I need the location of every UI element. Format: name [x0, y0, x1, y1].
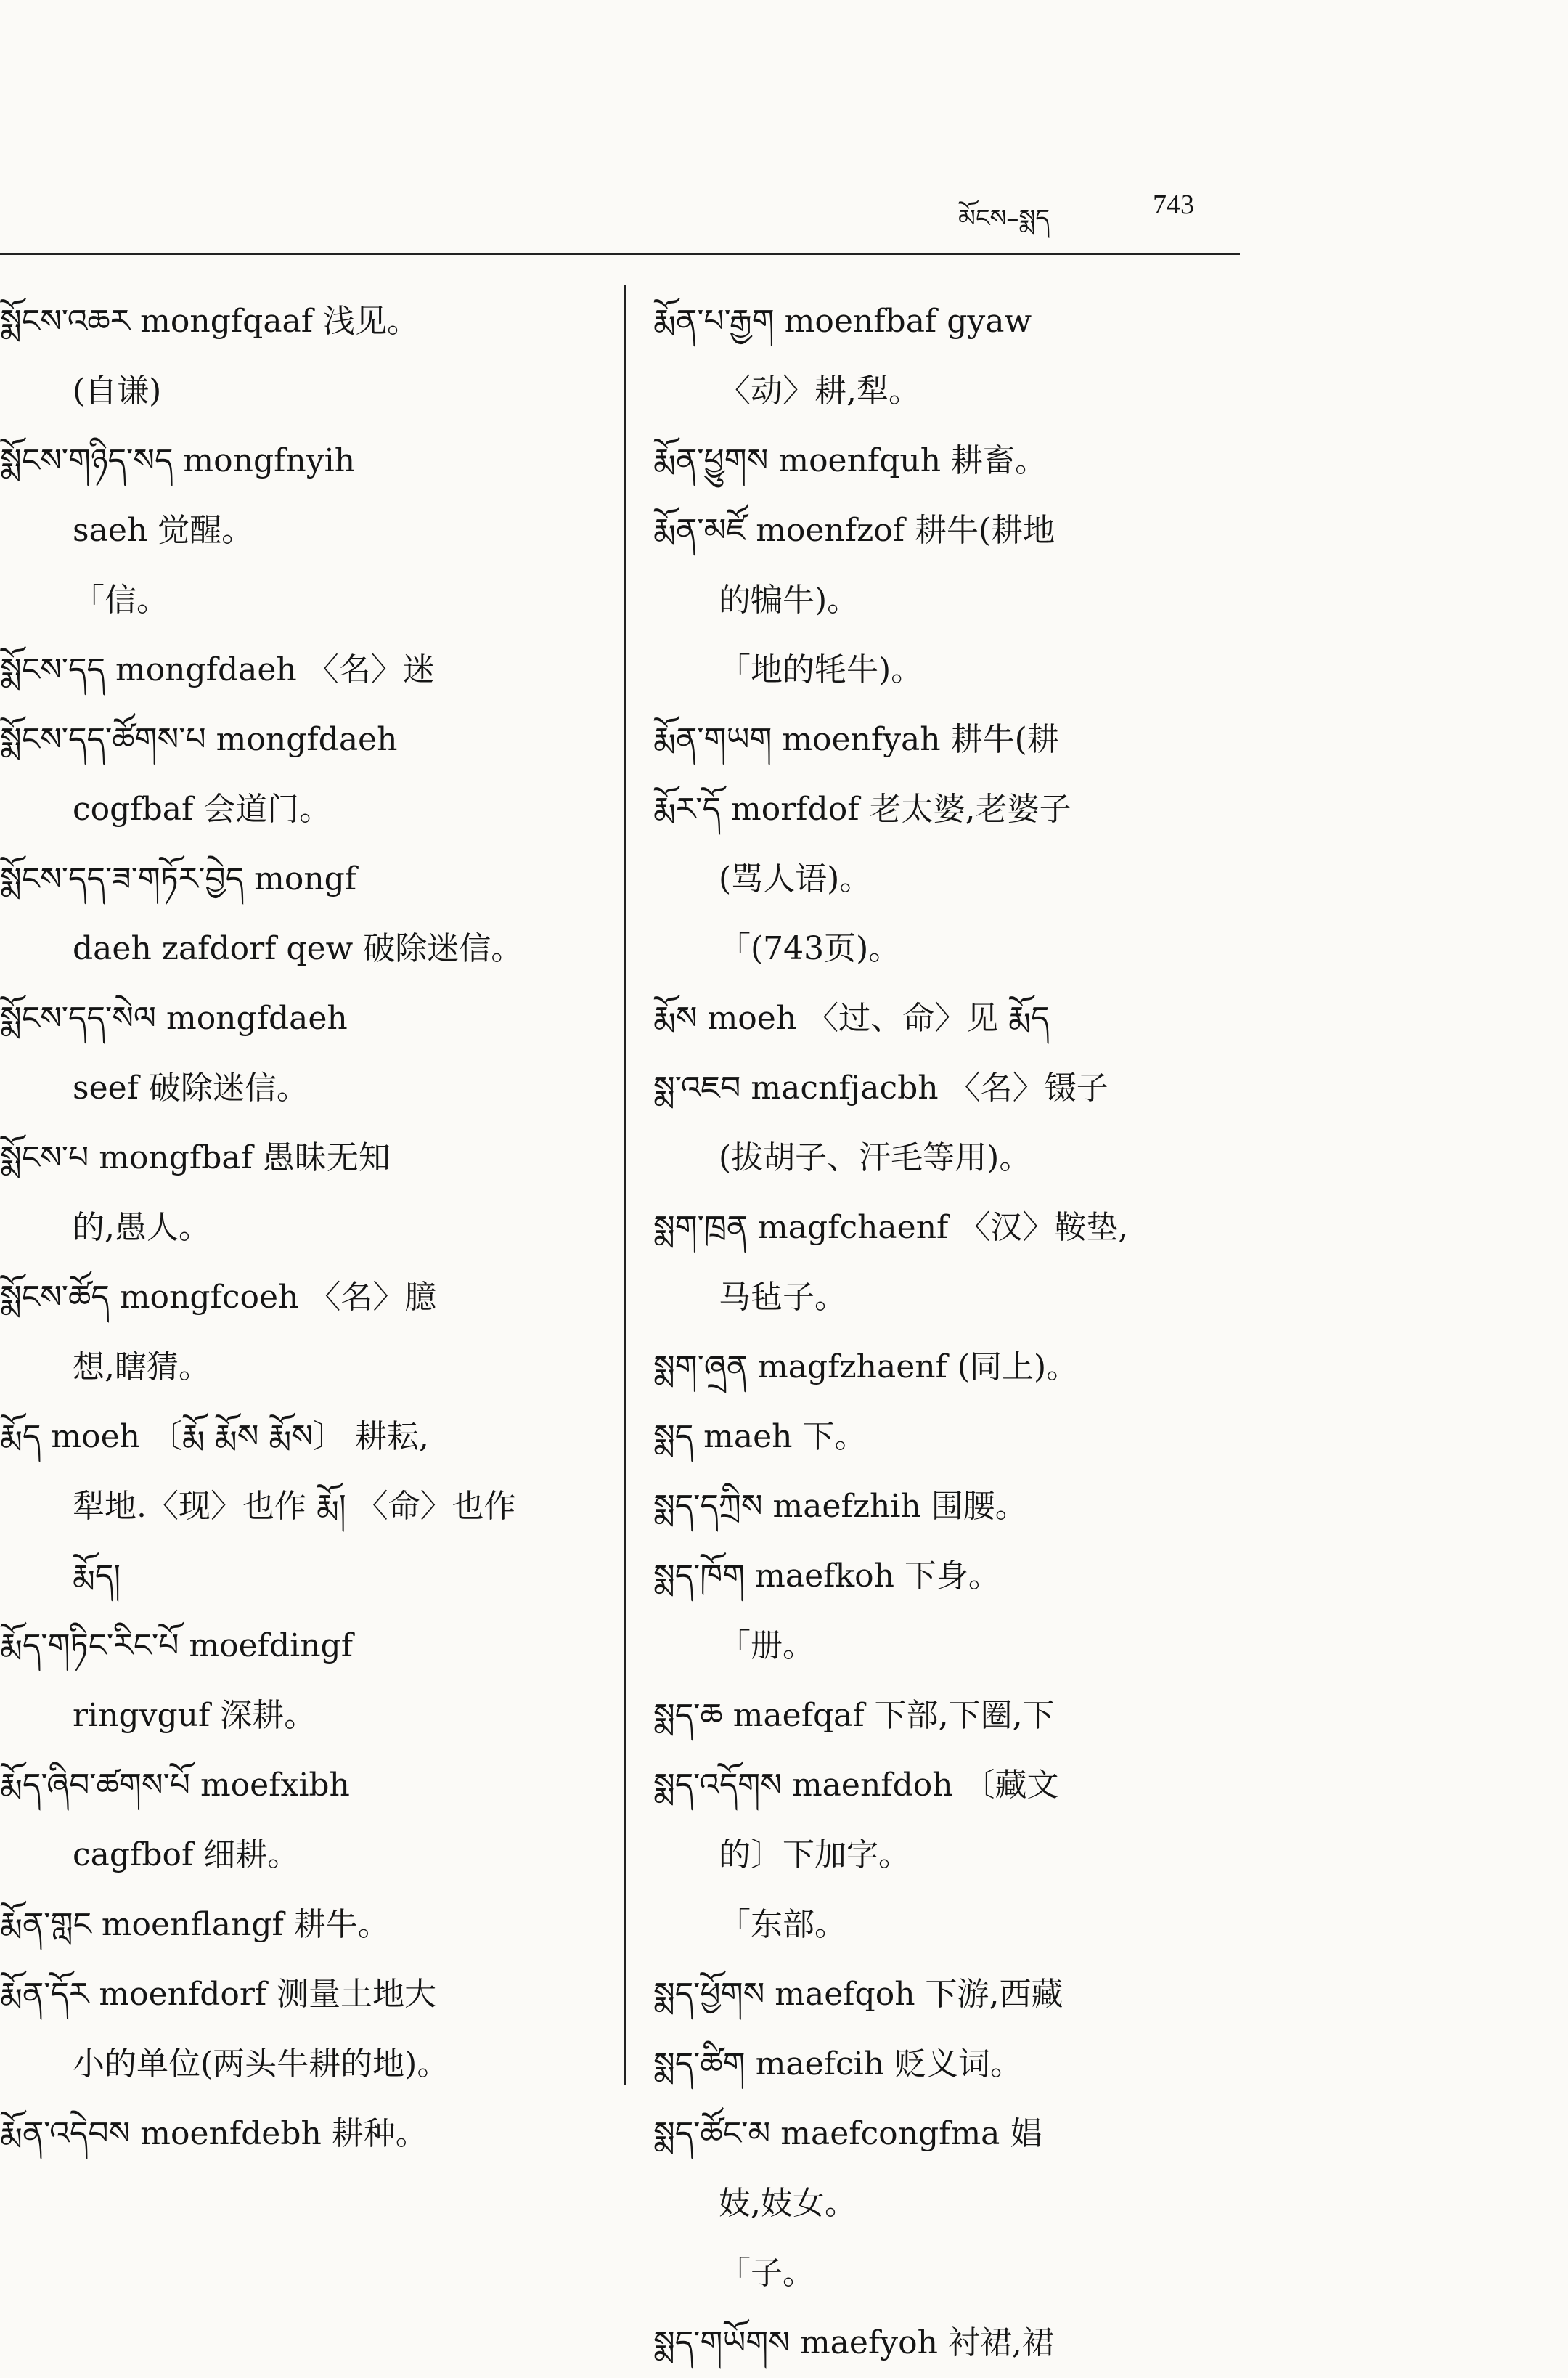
- entry-continuation: 的犏牛)。: [719, 582, 859, 619]
- entry-headline: སྨད་ཁོག maefkoh 下身。: [653, 1557, 1000, 1595]
- entry-headline: རྨོན་པ་རྒྱག moenfbaf gyaw: [653, 303, 1032, 340]
- dictionary-entry: [653, 1960, 1307, 2029]
- dictionary-entry: [0, 1263, 617, 1402]
- entry-headline: སྨད་ཚིག maefcih 贬义词。: [653, 2045, 1023, 2082]
- dictionary-entry: [653, 287, 1307, 426]
- entry-headline: རྨོན་དོར moenfdorf 测量土地大: [0, 1976, 437, 2013]
- dictionary-entry: [653, 1681, 1307, 1751]
- dictionary-entry: [0, 1751, 617, 1890]
- entry-headline: རྨོན་ཕྱུགས moenfquh 耕畜。: [653, 442, 1048, 479]
- dictionary-entry: [653, 1402, 1307, 1472]
- entry-continuation: 〈动〉耕,犁。: [719, 372, 920, 410]
- header-rule: [0, 253, 1240, 255]
- entry-continuation: 「信。: [73, 582, 168, 619]
- entry-headline: རྨོན་མཛོ moenfzof 耕牛(耕地: [653, 512, 1055, 549]
- entry-headline: སྨོངས་འཆར mongfqaaf 浅见。: [0, 303, 420, 340]
- entry-headline: རྨོན་འདེབས moenfdebh 耕种。: [0, 2115, 428, 2152]
- entry-headline: རྨོད་ཞིབ་ཚགས་པོ moefxibh: [0, 1767, 350, 1804]
- entry-headline: རྨོན་གླང moenflangf 耕牛。: [0, 1906, 390, 1943]
- entry-continuation: 犁地.〈现〉也作 རྨོ། 〈命〉也作: [73, 1488, 516, 1525]
- entry-continuation: ringvguf 深耕。: [73, 1697, 317, 1734]
- entry-continuation: རྨོད།: [73, 1557, 121, 1595]
- entry-continuation: (自谦): [73, 372, 162, 410]
- entry-continuation: 马毡子。: [719, 1279, 846, 1316]
- entry-continuation: 的,愚人。: [73, 1209, 211, 1246]
- entry-headline: སྨག་ཁྲན magfchaenf 〈汉〉鞍垫,: [653, 1209, 1129, 1246]
- dictionary-entry: [653, 705, 1307, 775]
- right-column: [653, 287, 1307, 2378]
- entry-continuation: 想,瞎猜。: [73, 1348, 211, 1385]
- entry-headline: སྨད་ཚོང་མ maefcongfma 娼: [653, 2115, 1042, 2152]
- entry-headline: སྨད་གཡོགས maefyoh 衬裙,裙: [653, 2324, 1054, 2361]
- entry-headline: སྨད maeh 下。: [653, 1418, 867, 1455]
- page-header: [958, 190, 1234, 234]
- entry-headline: སྨག་ཞྲན magfzhaenf (同上)。: [653, 1348, 1079, 1385]
- dictionary-entry: [0, 844, 617, 984]
- entry-continuation: 「册。: [719, 1627, 814, 1664]
- entry-headline: སྨད་འདོགས maenfdoh 〔藏文: [653, 1767, 1059, 1804]
- dictionary-entry: [653, 426, 1307, 496]
- dictionary-entry: [0, 1890, 617, 1960]
- entry-headline: རྨོན་གཡག moenfyah 耕牛(耕: [653, 721, 1059, 758]
- dictionary-entry: [653, 1542, 1307, 1681]
- dictionary-entry: [0, 1611, 617, 1751]
- dictionary-entry: [0, 635, 617, 705]
- entry-continuation: cagfbof 细耕。: [73, 1836, 300, 1873]
- dictionary-entry: [0, 287, 617, 426]
- dictionary-entry: [653, 1332, 1307, 1402]
- dictionary-entry: [0, 705, 617, 844]
- dictionary-entry: [0, 1123, 617, 1263]
- entry-continuation: saeh 觉醒。: [73, 512, 254, 549]
- dictionary-entry: [653, 1193, 1307, 1332]
- dictionary-entry: [653, 2308, 1307, 2378]
- entry-headline: སྨོངས་ཚོད mongfcoeh 〈名〉臆: [0, 1279, 437, 1316]
- entry-headline: རྨོད་གཏིང་རིང་པོ moefdingf: [0, 1627, 353, 1664]
- entry-continuation: 的〕下加字。: [719, 1836, 910, 1873]
- running-head: མོངས–སྨད: [958, 204, 1050, 233]
- entry-headline: སྨོངས་དད་ཚོགས་པ mongfdaeh: [0, 721, 398, 758]
- left-column: [0, 287, 617, 2169]
- entry-headline: སྨོངས་པ mongfbaf 愚昧无知: [0, 1139, 391, 1176]
- dictionary-entry: [0, 1402, 617, 1611]
- entry-continuation: (拔胡子、汗毛等用)。: [719, 1139, 1032, 1176]
- dictionary-entry: [0, 984, 617, 1123]
- entry-headline: སྨད་དཀྲིས maefzhih 围腰。: [653, 1488, 1027, 1525]
- dictionary-entry: [653, 1751, 1307, 1960]
- dictionary-entry: [653, 1472, 1307, 1542]
- entry-headline: རྨོར་དོ morfdof 老太婆,老婆子: [653, 791, 1071, 828]
- dictionary-entry: [0, 2099, 617, 2169]
- dictionary-entry: [653, 496, 1307, 705]
- entry-continuation: 小的单位(两头牛耕的地)。: [73, 2045, 449, 2082]
- entry-continuation: 「东部。: [719, 1906, 846, 1943]
- entry-continuation: 「(743页)。: [719, 930, 901, 967]
- entry-headline: སྨོངས་དད་སེལ mongfdaeh: [0, 1000, 348, 1037]
- entry-headline: སྨ་འཇབ macnfjacbh 〈名〉镊子: [653, 1070, 1108, 1107]
- entry-continuation: 妓,妓女。: [719, 2185, 857, 2222]
- entry-continuation: 「子。: [719, 2255, 814, 2292]
- entry-headline: རྨོས moeh 〈过、命〉见 རྨོད: [653, 1000, 1050, 1037]
- dictionary-entry: [653, 1054, 1307, 1193]
- entry-headline: རྨོད moeh 〔རྨོ རྨོས རྨོས〕 耕耘,: [0, 1418, 429, 1455]
- page-number: 743: [1153, 190, 1194, 220]
- dictionary-entry: [653, 2029, 1307, 2099]
- entry-continuation: 「地的牦牛)。: [719, 651, 923, 688]
- entry-continuation: daeh zafdorf qew 破除迷信。: [73, 930, 523, 967]
- dictionary-entry: [0, 426, 617, 635]
- entry-headline: སྨོངས་དད་ཟ་གཏོར་བྱེད mongf: [0, 860, 357, 897]
- entry-headline: སྨོངས་དད mongfdaeh 〈名〉迷: [0, 651, 435, 688]
- dictionary-entry: [653, 984, 1307, 1054]
- dictionary-entry: [653, 775, 1307, 984]
- entry-headline: སྨད་ཆ maefqaf 下部,下圈,下: [653, 1697, 1055, 1734]
- entry-continuation: cogfbaf 会道门。: [73, 791, 332, 828]
- entry-headline: སྨད་ཕྱོགས maefqoh 下游,西藏: [653, 1976, 1063, 2013]
- entry-continuation: seef 破除迷信。: [73, 1070, 309, 1107]
- column-divider: [624, 285, 626, 2085]
- dictionary-entry: [0, 1960, 617, 2099]
- entry-headline: སྨོངས་གཉིད་སད mongfnyih: [0, 442, 356, 479]
- dictionary-entry: [653, 2099, 1307, 2308]
- entry-continuation: (骂人语)。: [719, 860, 872, 897]
